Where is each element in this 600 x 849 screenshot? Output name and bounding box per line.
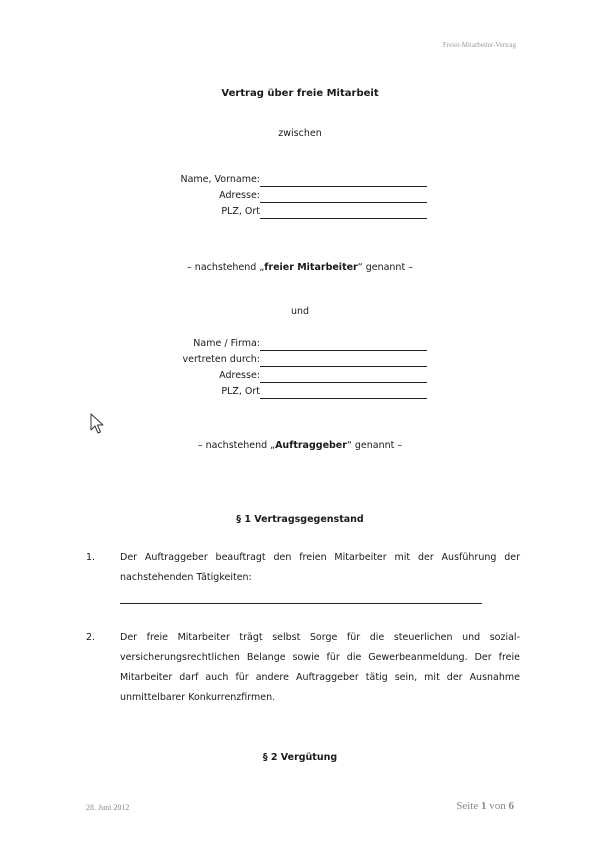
field-label: Adresse: <box>219 370 260 381</box>
item-text: Der Auftraggeber beauftragt den freien Mitarbeiter mit der Ausführung der nachstehenden Tätigkeiten: <box>120 548 520 604</box>
list-item <box>86 628 520 708</box>
and-label: und <box>290 306 310 317</box>
field-label: PLZ, Ort <box>221 206 260 217</box>
section2-heading: § 2 Vergütung <box>262 752 338 763</box>
field-label: Adresse: <box>219 190 260 201</box>
field-label: vertreten durch: <box>182 354 260 365</box>
field-label: Name / Firma: <box>193 338 260 349</box>
item-number: 1. <box>86 552 96 563</box>
blank-line[interactable] <box>260 398 427 399</box>
between-label: zwischen <box>278 128 322 139</box>
document-title: Vertrag über freie Mitarbeit <box>221 88 379 99</box>
field-label: PLZ, Ort <box>221 386 260 397</box>
item-text: Der freie Mitarbeiter trägt selbst Sorge für die steuerlichen und sozial-versicherungsrechtlichen Belange sowie für die Gewerbeanmeldung. Der freie Mitarbeiter darf auch für andere Auftraggeber tätig sein, mit der Ausnahme unmittelbarer Konkurrenzfirmen. <box>120 632 520 703</box>
party2-name-row <box>0 338 600 354</box>
blank-line[interactable] <box>260 382 427 383</box>
section1-heading: § 1 Vertragsgegenstand <box>236 514 364 525</box>
party1-designation: – nachstehend „freier Mitarbeiter“ genannt – <box>187 262 413 273</box>
list-item <box>86 548 520 604</box>
page-number: Seite 1 von 6 <box>456 800 514 812</box>
blank-line[interactable] <box>260 186 427 187</box>
party2-address-row <box>0 370 600 386</box>
blank-line[interactable] <box>260 366 427 367</box>
party2-representative-row <box>0 354 600 370</box>
blank-line[interactable] <box>260 350 427 351</box>
field-label: Name, Vorname: <box>180 174 260 185</box>
item-number: 2. <box>86 632 96 643</box>
party2-city-row <box>0 386 600 402</box>
running-header: Freier-Mitarbeiter-Vertrag <box>442 41 516 49</box>
party1-name-row <box>0 174 600 190</box>
party2-designation: – nachstehend „Auftraggeber“ genannt – <box>197 440 403 451</box>
footer-date: 28. Juni 2012 <box>86 803 130 812</box>
party1-city-row <box>0 206 600 222</box>
activity-blank-line[interactable] <box>120 590 482 604</box>
blank-line[interactable] <box>260 202 427 203</box>
party1-address-row <box>0 190 600 206</box>
blank-line[interactable] <box>260 218 427 219</box>
mouse-pointer-icon <box>90 413 104 435</box>
